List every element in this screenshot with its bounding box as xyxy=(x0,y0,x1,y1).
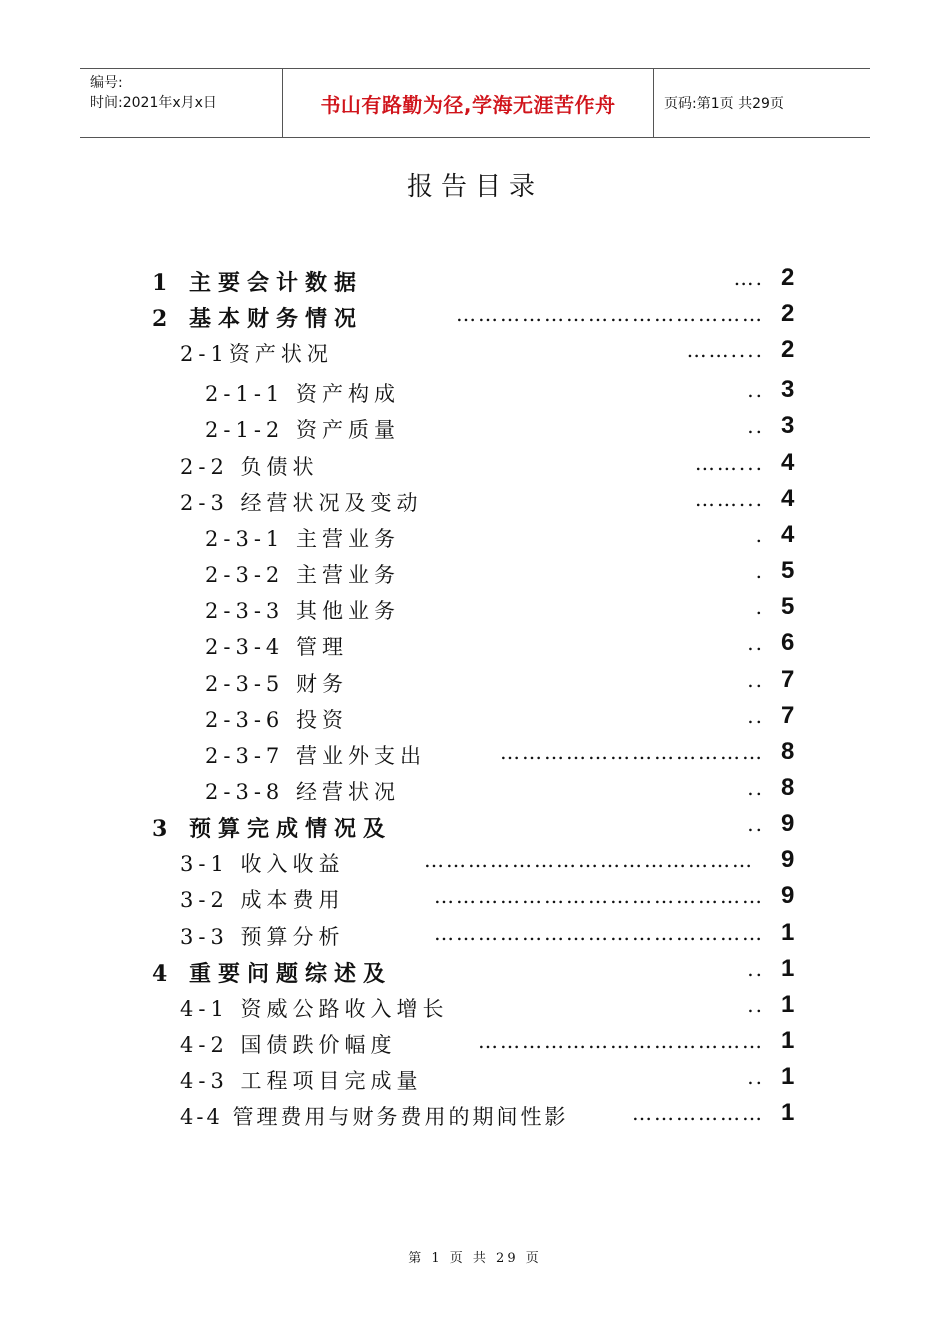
toc-page-number: 1 xyxy=(781,1027,795,1054)
toc-page-number: 1 xyxy=(781,1063,795,1090)
motto: 书山有路勤为径,学海无涯苦作舟 xyxy=(320,92,616,117)
toc-leader: .. xyxy=(747,631,764,655)
toc-entry[interactable] xyxy=(0,595,950,631)
toc-page-number: 4 xyxy=(781,485,795,512)
toc-page-number: 2 xyxy=(781,336,795,363)
toc-leader: ……………… xyxy=(632,1101,764,1125)
toc-label: 2-3-6 投资 xyxy=(205,708,348,732)
header-right-cell xyxy=(654,69,870,137)
toc-leader: .. xyxy=(747,414,764,438)
toc-page-number: 3 xyxy=(781,376,795,403)
toc-leader: ………………………………… xyxy=(478,1029,764,1053)
toc-entry[interactable] xyxy=(0,559,950,595)
header-table xyxy=(80,68,870,138)
toc-leader: ……... xyxy=(694,451,764,475)
toc-leader: ……………………………… xyxy=(500,740,764,764)
toc-page-number: 9 xyxy=(781,810,795,837)
toc-label: 2-3-7 营业外支出 xyxy=(205,744,426,768)
toc-entry[interactable] xyxy=(0,1029,950,1065)
toc-leader: .. xyxy=(747,957,764,981)
toc-leader: .. xyxy=(747,776,764,800)
toc-label: 1 主要会计数据 xyxy=(152,270,363,296)
toc-label: 2 基本财务情况 xyxy=(152,306,363,332)
toc-entry[interactable] xyxy=(0,631,950,667)
toc-entry[interactable] xyxy=(0,451,950,487)
toc-label: 2-1资产状况 xyxy=(180,342,333,366)
toc-leader: ……... xyxy=(694,487,764,511)
header-center-cell xyxy=(282,69,654,137)
toc-leader: . xyxy=(755,595,764,619)
time-label: 时间:2021年x月x日 xyxy=(90,95,217,111)
toc-leader: ……………………………………… xyxy=(434,884,764,908)
toc-page-number: 5 xyxy=(781,557,795,584)
toc-entry[interactable] xyxy=(0,957,950,993)
toc-entry[interactable] xyxy=(0,704,950,740)
toc-label: 2-3-4 管理 xyxy=(205,635,348,659)
toc-entry[interactable] xyxy=(0,884,950,920)
toc-page-number: 4 xyxy=(781,521,795,548)
toc-page-number: 1 xyxy=(781,955,795,982)
toc-page-number: 8 xyxy=(781,738,795,765)
toc-leader: .. xyxy=(747,1065,764,1089)
toc-label: 2-1-2 资产质量 xyxy=(205,418,400,442)
toc-entry[interactable] xyxy=(0,812,950,848)
toc-page-number: 7 xyxy=(781,702,795,729)
toc-leader: .. xyxy=(747,668,764,692)
toc-leader: .. xyxy=(747,378,764,402)
toc-leader: . xyxy=(755,559,764,583)
toc-label: 4-2 国债跌价幅度 xyxy=(180,1033,397,1057)
toc-page-number: 5 xyxy=(781,593,795,620)
toc-page-number: 9 xyxy=(781,882,795,909)
toc-label: 4-4 管理费用与财务费用的期间性影 xyxy=(180,1105,569,1129)
toc-page-number: 3 xyxy=(781,412,795,439)
toc-page-number: 6 xyxy=(781,629,795,656)
toc-page-number: 2 xyxy=(781,264,795,291)
toc-page-number: 4 xyxy=(781,449,795,476)
toc-entry[interactable] xyxy=(0,921,950,957)
toc-entry[interactable] xyxy=(0,302,950,338)
toc-label: 3-2 成本费用 xyxy=(180,888,345,912)
header-left-cell xyxy=(80,69,282,137)
toc-label: 2-3-8 经营状况 xyxy=(205,780,400,804)
toc-page-number: 7 xyxy=(781,666,795,693)
toc-entry[interactable] xyxy=(0,668,950,704)
toc-label: 2-2 负债状 xyxy=(180,455,319,479)
toc-page-number: 1 xyxy=(781,1099,795,1126)
toc-label: 3 预算完成情况及 xyxy=(152,816,392,842)
toc-page-number: 2 xyxy=(781,300,795,327)
toc-entry[interactable] xyxy=(0,266,950,302)
toc-entry[interactable] xyxy=(0,1065,950,1101)
toc-label: 3-1 收入收益 xyxy=(180,852,345,876)
toc-leader: . xyxy=(755,523,764,547)
toc-label: 2-3-5 财务 xyxy=(205,672,348,696)
toc-leader: .. xyxy=(747,704,764,728)
toc-page-number: 1 xyxy=(781,991,795,1018)
page-footer: 第 1 页 共 29 页 xyxy=(408,1251,542,1266)
page-title: 报告目录 xyxy=(406,172,543,202)
toc-leader: …….... xyxy=(686,338,764,362)
toc-entry[interactable] xyxy=(0,1101,950,1137)
toc-label: 2-3-2 主营业务 xyxy=(205,563,400,587)
toc-label: 2-3 经营状况及变动 xyxy=(180,491,423,515)
toc-leader: ……………………………………… xyxy=(434,921,764,945)
toc-label: 3-3 预算分析 xyxy=(180,925,345,949)
toc-page-number: 9 xyxy=(781,846,795,873)
toc-entry[interactable] xyxy=(0,740,950,776)
toc-entry[interactable] xyxy=(0,338,950,374)
toc-page-number: 8 xyxy=(781,774,795,801)
toc-page-number: 1 xyxy=(781,919,795,946)
toc-label: 4 重要问题综述及 xyxy=(152,961,392,987)
toc-entry[interactable] xyxy=(0,487,950,523)
page-info: 页码:第1页 共29页 xyxy=(664,96,784,112)
toc-entry[interactable] xyxy=(0,378,950,414)
toc-leader: …………………………………… xyxy=(456,302,764,326)
toc-entry[interactable] xyxy=(0,848,950,884)
toc-entry[interactable] xyxy=(0,993,950,1029)
number-label: 编号: xyxy=(90,75,123,91)
toc-entry[interactable] xyxy=(0,776,950,812)
toc-entry[interactable] xyxy=(0,523,950,559)
toc-leader: .. xyxy=(747,993,764,1017)
toc-entry[interactable] xyxy=(0,414,950,450)
toc-label: 4-1 资威公路收入增长 xyxy=(180,997,449,1021)
toc-label: 4-3 工程项目完成量 xyxy=(180,1069,423,1093)
toc-leader: .. xyxy=(747,812,764,836)
toc-leader: ……………………………………… xyxy=(424,848,754,872)
toc-leader: …. xyxy=(733,266,764,290)
toc-label: 2-1-1 资产构成 xyxy=(205,382,400,406)
toc-label: 2-3-3 其他业务 xyxy=(205,599,400,623)
toc-label: 2-3-1 主营业务 xyxy=(205,527,400,551)
